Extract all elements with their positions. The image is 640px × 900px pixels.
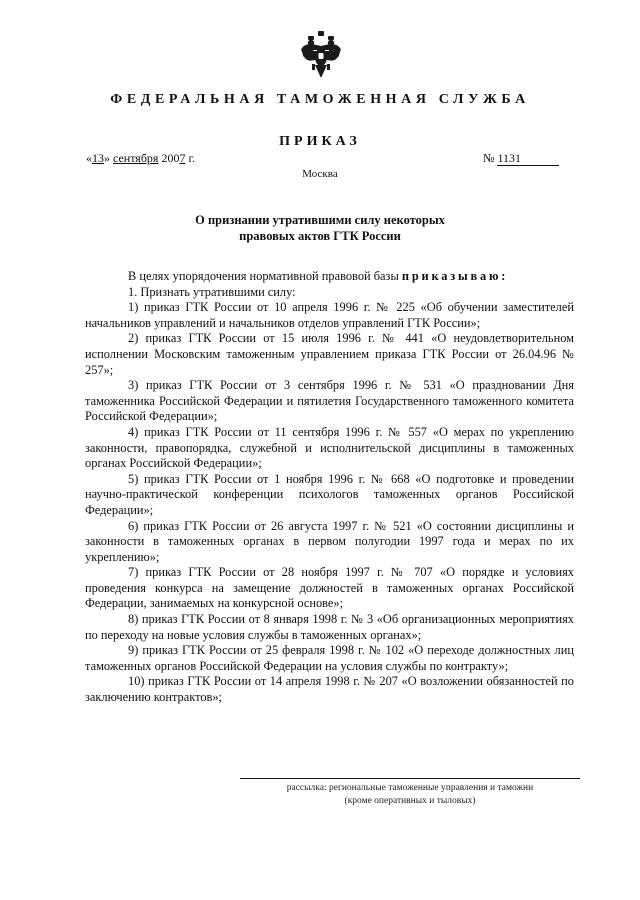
agency-name: ФЕДЕРАЛЬНАЯ ТАМОЖЕННАЯ СЛУЖБА [110,92,530,107]
order-number [483,151,559,166]
distribution-line-2: (кроме оперативных и тыловых) [344,796,476,806]
date-year-prefix: 200 [161,151,180,165]
intro-verb: приказываю: [401,269,509,283]
date-month: сентября [113,151,159,165]
order-date [86,151,195,166]
city: Москва [302,168,338,180]
list-item: 8) приказ ГТК России от 8 января 1998 г. № 3 «Об организационных мероприятиях по переходу на новые условия службы в таможенных органах»; [85,612,574,642]
list-item: 1) приказ ГТК России от 10 апреля 1996 г. № 225 «Об обучении заместителей начальников управлений и начальников отделов управлений ГТК России»; [85,300,574,330]
list-item: 9) приказ ГТК России от 25 февраля 1998 г. № 102 «О переходе должностных лиц таможенных органов Российской Федерации на условия службы по контракту»; [85,643,574,673]
list-item: 4) приказ ГТК России от 11 сентября 1996 г. № 557 «О мерах по укреплению законности, правопорядка, служебной и исполнительской дисциплины в таможенных органах Российской Федерации»; [85,424,574,471]
list-item: 6) приказ ГТК России от 26 августа 1997 г. № 521 «О состоянии дисциплины и законности в таможенных органах в первом полугодии 1997 года и мерах по их укреплению»; [85,518,574,564]
date-year-unit: г. [188,151,196,165]
date-year-suffix: 7 [179,151,186,165]
order-title: ПРИКАЗ [279,134,361,149]
intro-text: В целях упорядочения нормативной правовой базы [128,269,399,283]
double-headed-eagle-icon [299,30,343,80]
list-item: 10) приказ ГТК России от 14 апреля 1998 г. № 207 «О возложении обязанностей по заключению контрактов»; [85,674,574,705]
list-item: 7) приказ ГТК России от 28 ноября 1997 г. № 707 «О порядке и условиях проведения конкурса на замещение должностей в таможенных органах Российской Федерации, занимаемых на конкурсной основе»; [85,565,574,611]
document-body [85,269,574,706]
number-sign: № [483,151,495,165]
list-item: 2) приказ ГТК России от 15 июля 1996 г. № 441 «О неудовлетворительном исполнении Московским таможенным управлением приказа ГТК России от 26.04.96 № 257»; [85,331,574,377]
date-open-quote: « [86,151,92,165]
document-title [150,212,490,244]
distribution-line-1: рассылка: региональные таможенные управления и таможни [286,783,534,793]
number-value: 1131 [497,152,559,166]
date-close-quote: » [104,151,110,165]
date-day: 13 [92,151,104,165]
point-1: 1. Признать утратившими силу: [128,284,296,299]
intro-paragraph [85,269,574,285]
list-item: 3) приказ ГТК России от 3 сентября 1996 г. № 531 «О праздновании Дня таможенника Российской Федерации и пятилетия Государственного таможенного комитета Российской Федерации»; [85,378,574,424]
title-line-2: правовых актов ГТК России [239,229,401,243]
title-line-1: О признании утратившими силу некоторых [195,213,445,227]
distribution-note [240,778,580,808]
list-item: 5) приказ ГТК России от 1 ноября 1996 г. № 668 «О подготовке и проведении научно-практической конференции психологов таможенных органов Российской Федерации»; [85,471,574,517]
